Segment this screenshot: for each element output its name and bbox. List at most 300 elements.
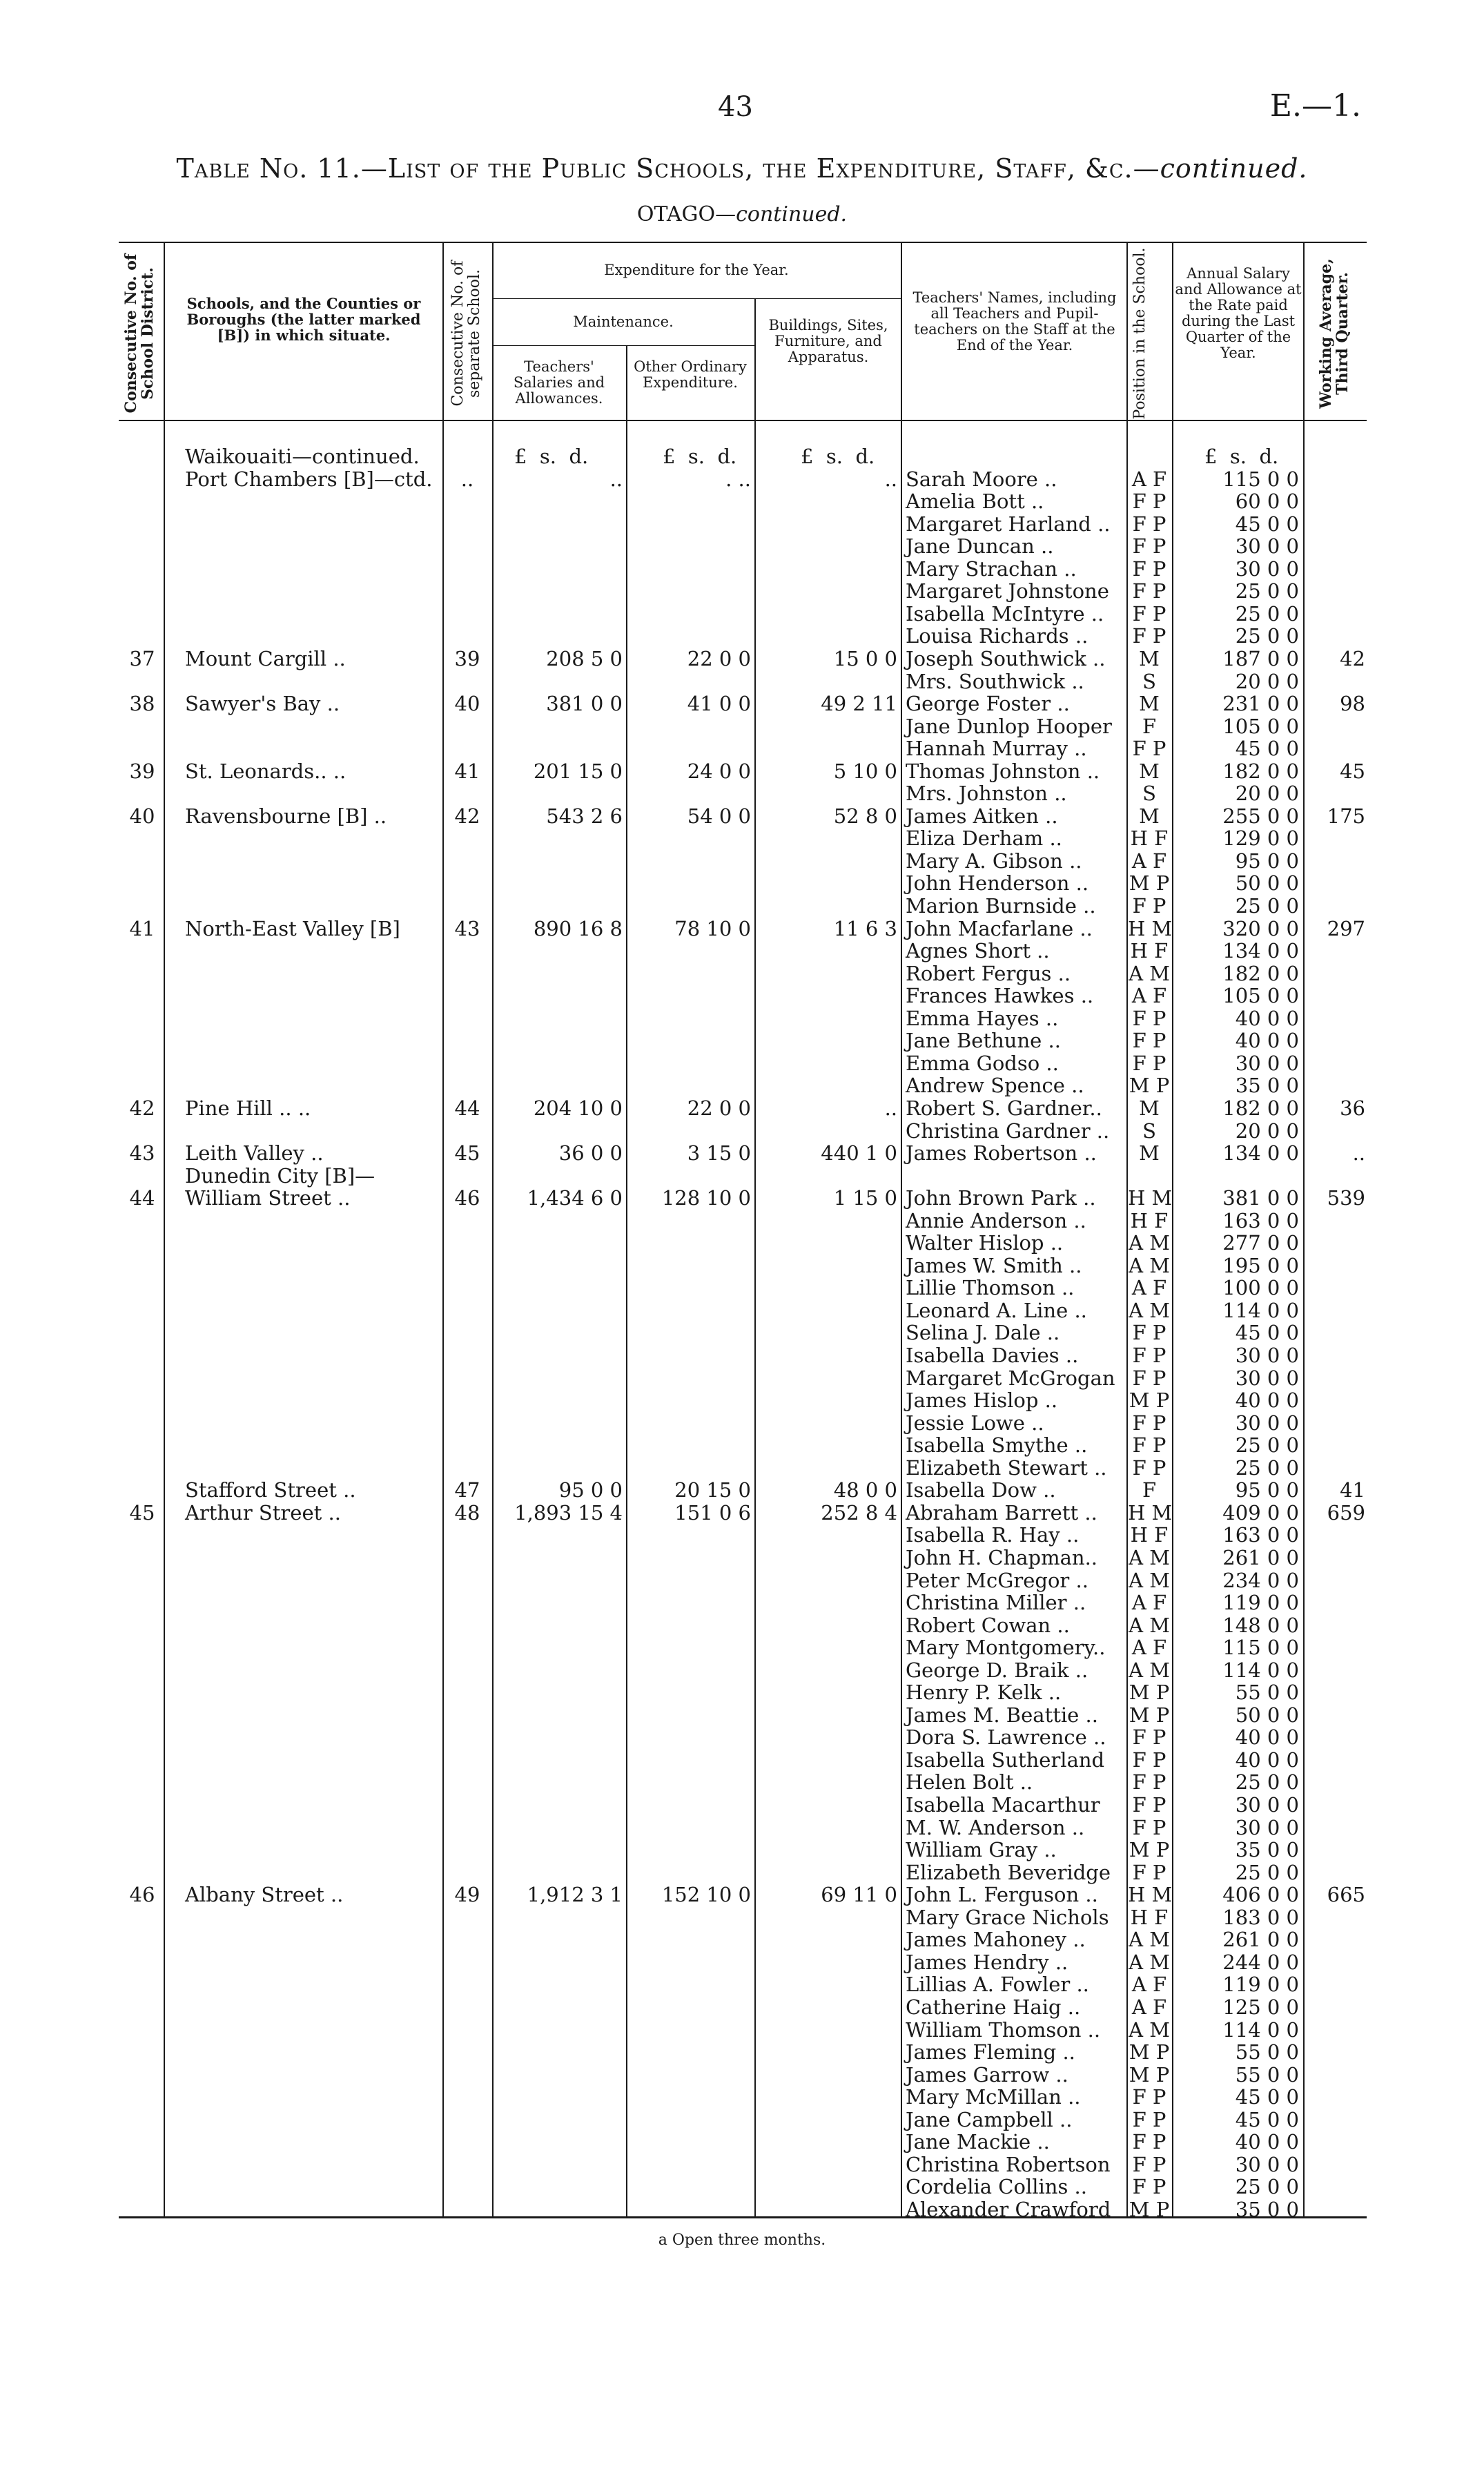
pound-sign: £ [801, 445, 814, 468]
cell-ann: 35 0 0 [1235, 2197, 1299, 2221]
cell-ann: 30 0 0 [1235, 1344, 1299, 1367]
cell-teacher: Alexander Crawford [906, 2197, 1111, 2221]
cell-ann: 35 0 0 [1235, 1074, 1299, 1098]
cell-sno: 39 [454, 646, 480, 670]
expenditure-rule [492, 298, 901, 299]
header-attendance: Working Average, Third Quarter. [1317, 258, 1351, 409]
cell-sno: 43 [454, 916, 480, 940]
cell-teacher: Jane Bethune .. [906, 1029, 1061, 1053]
cell-teacher: Frances Hawkes .. [906, 984, 1094, 1008]
cell-teacher: Isabella McIntyre .. [906, 601, 1104, 626]
cell-ann: 95 0 0 [1235, 1478, 1299, 1502]
cell-sal: 381 0 0 [546, 692, 623, 716]
cell-ann: 409 0 0 [1222, 1500, 1299, 1525]
cell-sno: 41 [454, 759, 480, 783]
cell-pos: H F [1130, 826, 1169, 851]
region-suffix: continued. [736, 202, 848, 226]
cell-pos: F P [1132, 1815, 1166, 1839]
cell-teacher: Lillias A. Fowler .. [906, 1973, 1089, 1997]
cell-sal: 890 16 8 [533, 916, 623, 940]
cell-ann: 40 0 0 [1235, 1029, 1299, 1053]
cell-teacher: John L. Ferguson .. [906, 1883, 1098, 1907]
cell-pos: F P [1132, 1793, 1166, 1817]
cell-pos: A M [1129, 1613, 1170, 1637]
col-divider-5 [754, 298, 756, 2216]
cell-ann: 25 0 0 [1235, 1860, 1299, 1884]
cell-ann: 30 0 0 [1235, 1793, 1299, 1817]
cell-oth: . .. [725, 467, 751, 491]
cell-teacher: James Garrow .. [906, 2062, 1068, 2087]
cell-pos: F P [1132, 557, 1166, 581]
cell-pos: H M [1128, 1883, 1173, 1907]
cell-pos: M P [1129, 1074, 1170, 1098]
cell-ann: 114 0 0 [1222, 1298, 1299, 1322]
cell-teacher: Isabella R. Hay .. [906, 1523, 1080, 1547]
cell-teacher: Marion Burnside .. [906, 894, 1096, 918]
cell-ann: 114 0 0 [1222, 1658, 1299, 1682]
cell-bld: 52 8 0 [833, 804, 897, 828]
cell-teacher: William Thomson .. [906, 2017, 1101, 2042]
cell-ann: 25 0 0 [1235, 1455, 1299, 1480]
cell-pos: A F [1131, 1591, 1167, 1615]
cell-teacher: John H. Chapman.. [906, 1545, 1098, 1569]
cell-sno: .. [460, 467, 474, 491]
cell-ann: 40 0 0 [1235, 1725, 1299, 1750]
cell-avg: 45 [1340, 759, 1365, 783]
cell-avg: .. [1352, 1141, 1365, 1165]
cell-teacher: Amelia Bott .. [906, 490, 1044, 514]
cell-teacher: Margaret Johnstone [906, 579, 1109, 603]
cell-oth: 78 10 0 [674, 916, 751, 940]
cell-no: 40 [129, 804, 155, 828]
currency-annual [1204, 445, 1278, 467]
cell-ann: 105 0 0 [1222, 984, 1299, 1008]
cell-oth: 151 0 6 [674, 1500, 751, 1525]
cell-ann: 55 0 0 [1235, 2040, 1299, 2064]
cell-pos: F P [1132, 490, 1166, 514]
cell-no: 37 [129, 646, 155, 670]
cell-teacher: Emma Godso .. [906, 1051, 1059, 1075]
cell-teacher: Christina Gardner .. [906, 1119, 1110, 1143]
cell-teacher: Robert S. Gardner.. [906, 1096, 1102, 1120]
cell-pos: M [1139, 759, 1160, 783]
cell-teacher: Henry P. Kelk .. [906, 1681, 1062, 1705]
cell-pos: A F [1131, 467, 1167, 491]
cell-sno: 44 [454, 1096, 480, 1120]
cell-ann: 182 0 0 [1222, 1096, 1299, 1120]
cell-teacher: Mary McMillan .. [906, 2085, 1081, 2109]
cell-sno: 42 [454, 804, 480, 828]
cell-teacher: James M. Beattie .. [906, 1703, 1098, 1727]
cell-sal: .. [609, 467, 623, 491]
region-name: OTAGO— [636, 202, 736, 226]
cell-teacher: James Mahoney .. [906, 1928, 1086, 1952]
cell-oth: 128 10 0 [661, 1186, 751, 1210]
cell-ann: 148 0 0 [1222, 1613, 1299, 1637]
header-maintenance: Maintenance. [573, 313, 674, 330]
cell-ann: 261 0 0 [1222, 1545, 1299, 1569]
cell-teacher: Andrew Spence .. [906, 1074, 1084, 1098]
cell-pos: F P [1132, 1725, 1166, 1750]
cell-school: Arthur Street .. [185, 1500, 341, 1525]
cell-pos: F P [1132, 2175, 1166, 2199]
cell-ann: 255 0 0 [1222, 804, 1299, 828]
cell-pos: F P [1132, 1321, 1166, 1345]
cell-teacher: James Aitken .. [906, 804, 1058, 828]
cell-pos: S [1142, 1119, 1156, 1143]
col-divider-4 [626, 345, 627, 2216]
cell-pos: M P [1129, 1681, 1170, 1705]
cell-ann: 119 0 0 [1222, 1973, 1299, 1997]
cell-pos: F P [1132, 2085, 1166, 2109]
cell-ann: 163 0 0 [1222, 1208, 1299, 1232]
cell-pos: A M [1129, 1545, 1170, 1569]
cell-teacher: Abraham Barrett .. [906, 1500, 1097, 1525]
cell-teacher: Mary Strachan .. [906, 557, 1077, 581]
document-code: E.—1. [1269, 88, 1361, 124]
cell-sno: 47 [454, 1478, 480, 1502]
cell-bld: 5 10 0 [833, 759, 897, 783]
cell-teacher: Cordelia Collins .. [906, 2175, 1087, 2199]
cell-sal: 1,912 3 1 [527, 1883, 623, 1907]
cell-ann: 234 0 0 [1222, 1568, 1299, 1592]
cell-pos: F [1142, 714, 1157, 738]
cell-ann: 163 0 0 [1222, 1523, 1299, 1547]
title-rest: of the Public Schools, the Expenditure, Staff, &c.— [449, 153, 1160, 184]
cell-teacher: James Fleming .. [906, 2040, 1075, 2064]
header-salary: Annual Salary and Allowance at the Rate paid during the Last Quarter of the Year. [1175, 265, 1302, 361]
footnote: a Open three months. [658, 2232, 826, 2249]
cell-ann: 30 0 0 [1235, 1815, 1299, 1839]
cell-ann: 95 0 0 [1235, 849, 1299, 873]
cell-pos: A M [1129, 1298, 1170, 1322]
col-divider-3 [492, 242, 494, 2216]
cell-teacher: Helen Bolt .. [906, 1770, 1033, 1794]
cell-teacher: John Macfarlane .. [906, 916, 1093, 940]
cell-pos: F P [1132, 2152, 1166, 2176]
title-suffix: continued. [1160, 153, 1308, 184]
cell-pos: F [1142, 1478, 1157, 1502]
cell-ann: 25 0 0 [1235, 894, 1299, 918]
cell-school: Dunedin City [B]— [185, 1163, 375, 1188]
cell-ann: 381 0 0 [1222, 1186, 1299, 1210]
cell-no: 46 [129, 1883, 155, 1907]
cell-pos: F P [1132, 1411, 1166, 1435]
header-position: Position in the School. [1131, 247, 1149, 420]
cell-teacher: Elizabeth Stewart .. [906, 1455, 1107, 1480]
cell-sal: 1,893 15 4 [514, 1500, 623, 1525]
cell-teacher: Dora S. Lawrence .. [906, 1725, 1106, 1750]
cell-ann: 30 0 0 [1235, 534, 1299, 559]
cell-sno: 45 [454, 1141, 480, 1165]
cell-pos: F P [1132, 894, 1166, 918]
cell-bld: 15 0 0 [833, 646, 897, 670]
cell-teacher: Robert Cowan .. [906, 1613, 1070, 1637]
col-divider-1 [164, 242, 165, 2216]
page-number: 43 [718, 91, 753, 123]
cell-school: Waikouaiti—continued. [185, 445, 420, 468]
cell-pos: A M [1129, 1253, 1170, 1277]
cell-no: 42 [129, 1096, 155, 1120]
cell-teacher: Jane Campbell .. [906, 2107, 1073, 2131]
cell-pos: F P [1132, 2107, 1166, 2131]
cell-ann: 406 0 0 [1222, 1883, 1299, 1907]
cell-teacher: Lillie Thomson .. [906, 1276, 1075, 1300]
cell-ann: 30 0 0 [1235, 2152, 1299, 2176]
cell-oth: 20 15 0 [674, 1478, 751, 1502]
pound-sign: £ [1204, 445, 1218, 468]
pence-label: d. [855, 445, 875, 468]
cell-school: Sawyer's Bay .. [185, 692, 340, 716]
cell-teacher: Jane Dunlop Hooper [906, 714, 1112, 738]
cell-teacher: Christina Miller .. [906, 1591, 1086, 1615]
cell-no: 41 [129, 916, 155, 940]
cell-pos: S [1142, 782, 1156, 806]
cell-teacher: Catherine Haig .. [906, 1995, 1081, 2019]
cell-ann: 40 0 0 [1235, 1748, 1299, 1772]
cell-pos: M [1139, 692, 1160, 716]
cell-teacher: John Henderson .. [906, 871, 1089, 896]
cell-pos: A M [1129, 1231, 1170, 1255]
cell-pos: M P [1129, 2197, 1170, 2221]
cell-ann: 30 0 0 [1235, 1411, 1299, 1435]
cell-oth: 22 0 0 [687, 646, 751, 670]
cell-ann: 182 0 0 [1222, 961, 1299, 985]
cell-avg: 98 [1340, 692, 1365, 716]
header-school-no: Consecutive No. of separate School. [449, 260, 483, 407]
cell-teacher: Selina J. Dale .. [906, 1321, 1060, 1345]
cell-teacher: Thomas Johnston .. [906, 759, 1100, 783]
cell-teacher: George D. Braik .. [906, 1658, 1088, 1682]
pence-label: d. [717, 445, 737, 468]
cell-ann: 25 0 0 [1235, 2175, 1299, 2199]
cell-teacher: Jessie Lowe .. [906, 1411, 1044, 1435]
cell-bld: 49 2 11 [821, 692, 897, 716]
cell-pos: F P [1132, 579, 1166, 603]
cell-ann: 187 0 0 [1222, 646, 1299, 670]
cell-school: Pine Hill .. .. [185, 1096, 311, 1120]
cell-avg: 42 [1340, 646, 1365, 670]
cell-ann: 30 0 0 [1235, 1366, 1299, 1390]
cell-teacher: Elizabeth Beveridge [906, 1860, 1111, 1884]
shillings-label: s. [826, 445, 843, 468]
cell-ann: 244 0 0 [1222, 1950, 1299, 1974]
cell-ann: 45 0 0 [1235, 2107, 1299, 2131]
cell-sal: 543 2 6 [546, 804, 623, 828]
cell-teacher: Jane Duncan .. [906, 534, 1054, 559]
cell-pos: A F [1131, 1973, 1167, 1997]
cell-school: William Street .. [185, 1186, 351, 1210]
cell-oth: 54 0 0 [687, 804, 751, 828]
cell-ann: 261 0 0 [1222, 1928, 1299, 1952]
cell-bld: 48 0 0 [833, 1478, 897, 1502]
cell-teacher: James Robertson .. [906, 1141, 1097, 1165]
cell-teacher: Mary A. Gibson .. [906, 849, 1082, 873]
cell-ann: 231 0 0 [1222, 692, 1299, 716]
cell-teacher: Mary Montgomery.. [906, 1636, 1106, 1660]
cell-school: Port Chambers [B]—ctd. [185, 467, 433, 491]
cell-pos: F P [1132, 1344, 1166, 1367]
cell-pos: F P [1132, 1860, 1166, 1884]
cell-ann: 50 0 0 [1235, 1703, 1299, 1727]
cell-pos: A M [1129, 1950, 1170, 1974]
cell-ann: 50 0 0 [1235, 871, 1299, 896]
cell-ann: 45 0 0 [1235, 1321, 1299, 1345]
table-top-rule [119, 242, 1367, 243]
cell-ann: 25 0 0 [1235, 624, 1299, 648]
maintenance-rule [492, 345, 754, 346]
cell-no: 38 [129, 692, 155, 716]
cell-ann: 60 0 0 [1235, 490, 1299, 514]
cell-pos: F P [1132, 534, 1166, 559]
header-salaries: Teachers' Salaries and Allowances. [513, 358, 605, 407]
cell-teacher: Mrs. Southwick .. [906, 669, 1084, 693]
cell-teacher: Leonard A. Line .. [906, 1298, 1087, 1322]
cell-pos: H M [1128, 1500, 1173, 1525]
cell-pos: F P [1132, 1433, 1166, 1458]
cell-pos: A F [1131, 984, 1167, 1008]
cell-avg: 41 [1340, 1478, 1365, 1502]
cell-pos: A M [1129, 2017, 1170, 2042]
cell-ann: 45 0 0 [1235, 737, 1299, 761]
cell-pos: F P [1132, 601, 1166, 626]
currency-buildings [801, 445, 875, 467]
cell-oth: 24 0 0 [687, 759, 751, 783]
cell-teacher: Isabella Sutherland [906, 1748, 1105, 1772]
cell-ann: 55 0 0 [1235, 1681, 1299, 1705]
cell-ann: 20 0 0 [1235, 782, 1299, 806]
shillings-label: s. [687, 445, 705, 468]
cell-ann: 125 0 0 [1222, 1995, 1299, 2019]
cell-school: Mount Cargill .. [185, 646, 346, 670]
cell-sal: 36 0 0 [558, 1141, 623, 1165]
cell-ann: 30 0 0 [1235, 557, 1299, 581]
cell-teacher: Hannah Murray .. [906, 737, 1087, 761]
cell-ann: 115 0 0 [1222, 1636, 1299, 1660]
cell-school: Leith Valley .. [185, 1141, 324, 1165]
cell-ann: 40 0 0 [1235, 1006, 1299, 1030]
cell-teacher: John Brown Park .. [906, 1186, 1096, 1210]
cell-ann: 40 0 0 [1235, 1388, 1299, 1413]
cell-sno: 46 [454, 1186, 480, 1210]
cell-ann: 45 0 0 [1235, 512, 1299, 536]
cell-avg: 175 [1327, 804, 1365, 828]
cell-avg: 539 [1327, 1186, 1365, 1210]
cell-school: Albany Street .. [185, 1883, 344, 1907]
cell-pos: F P [1132, 1051, 1166, 1075]
pound-sign: £ [663, 445, 676, 468]
header-district-no: Consecutive No. of School District. [122, 253, 157, 414]
cell-school: Stafford Street .. [185, 1478, 356, 1502]
cell-oth: 22 0 0 [687, 1096, 751, 1120]
cell-ann: 55 0 0 [1235, 2062, 1299, 2087]
cell-teacher: Walter Hislop .. [906, 1231, 1064, 1255]
cell-oth: 152 10 0 [661, 1883, 751, 1907]
cell-teacher: Peter McGregor .. [906, 1568, 1088, 1592]
cell-pos: M P [1129, 1838, 1170, 1862]
cell-pos: F P [1132, 1455, 1166, 1480]
cell-pos: F P [1132, 1029, 1166, 1053]
cell-teacher: Isabella Macarthur [906, 1793, 1100, 1817]
header-bottom-rule [119, 420, 1367, 421]
col-divider-6 [901, 242, 902, 2216]
cell-bld: 11 6 3 [833, 916, 897, 940]
cell-pos: A M [1129, 1928, 1170, 1952]
cell-ann: 114 0 0 [1222, 2017, 1299, 2042]
cell-pos: F P [1132, 737, 1166, 761]
cell-teacher: Margaret Harland .. [906, 512, 1111, 536]
cell-ann: 25 0 0 [1235, 579, 1299, 603]
cell-pos: A F [1131, 849, 1167, 873]
header-other: Other Ordinary Expenditure. [634, 358, 747, 391]
header-teachers: Teachers' Names, including all Teachers and Pupil-teachers on the Staff at the End of the Year. [912, 289, 1117, 354]
cell-sal: 204 10 0 [533, 1096, 623, 1120]
cell-sno: 49 [454, 1883, 480, 1907]
cell-avg: 36 [1340, 1096, 1365, 1120]
cell-teacher: Mrs. Johnston .. [906, 782, 1067, 806]
cell-pos: M P [1129, 2062, 1170, 2087]
cell-pos: F P [1132, 1366, 1166, 1390]
cell-pos: M P [1129, 1388, 1170, 1413]
cell-pos: H M [1128, 1186, 1173, 1210]
cell-ann: 182 0 0 [1222, 759, 1299, 783]
title-prefix: Table No. 11.—List [176, 153, 441, 184]
cell-sno: 40 [454, 692, 480, 716]
cell-pos: M P [1129, 1703, 1170, 1727]
cell-ann: 277 0 0 [1222, 1231, 1299, 1255]
col-divider-2 [442, 242, 444, 2216]
cell-no: 39 [129, 759, 155, 783]
cell-teacher: William Gray .. [906, 1838, 1057, 1862]
pound-sign: £ [514, 445, 527, 468]
cell-ann: 100 0 0 [1222, 1276, 1299, 1300]
cell-teacher: Mary Grace Nichols [906, 1905, 1109, 1929]
cell-pos: H F [1130, 939, 1169, 963]
cell-ann: 20 0 0 [1235, 669, 1299, 693]
pence-label: d. [1259, 445, 1279, 468]
cell-teacher: M. W. Anderson .. [906, 1815, 1085, 1839]
cell-pos: H M [1128, 916, 1173, 940]
cell-pos: A M [1129, 961, 1170, 985]
col-divider-9 [1303, 242, 1305, 2216]
cell-sal: 1,434 6 0 [527, 1186, 623, 1210]
cell-pos: H F [1130, 1905, 1169, 1929]
cell-teacher: Eliza Derham .. [906, 826, 1062, 851]
cell-oth: 41 0 0 [687, 692, 751, 716]
cell-sno: 48 [454, 1500, 480, 1525]
shillings-label: s. [539, 445, 556, 468]
cell-pos: A F [1131, 1995, 1167, 2019]
cell-pos: F P [1132, 512, 1166, 536]
cell-ann: 20 0 0 [1235, 1119, 1299, 1143]
cell-teacher: Sarah Moore .. [906, 467, 1057, 491]
header-buildings: Buildings, Sites, Furniture, and Apparatus. [768, 317, 888, 365]
cell-pos: F P [1132, 1748, 1166, 1772]
cell-ann: 35 0 0 [1235, 1838, 1299, 1862]
header-schools: Schools, and the Counties or Boroughs (the latter marked [B]) in which situate. [186, 295, 421, 344]
cell-pos: M P [1129, 871, 1170, 896]
cell-pos: S [1142, 669, 1156, 693]
cell-bld: .. [884, 467, 897, 491]
cell-ann: 129 0 0 [1222, 826, 1299, 851]
cell-teacher: James W. Smith .. [906, 1253, 1082, 1277]
cell-ann: 134 0 0 [1222, 1141, 1299, 1165]
cell-no: 43 [129, 1141, 155, 1165]
cell-pos: F P [1132, 624, 1166, 648]
cell-pos: A M [1129, 1658, 1170, 1682]
cell-teacher: Robert Fergus .. [906, 961, 1071, 985]
cell-teacher: Joseph Southwick .. [906, 646, 1106, 670]
